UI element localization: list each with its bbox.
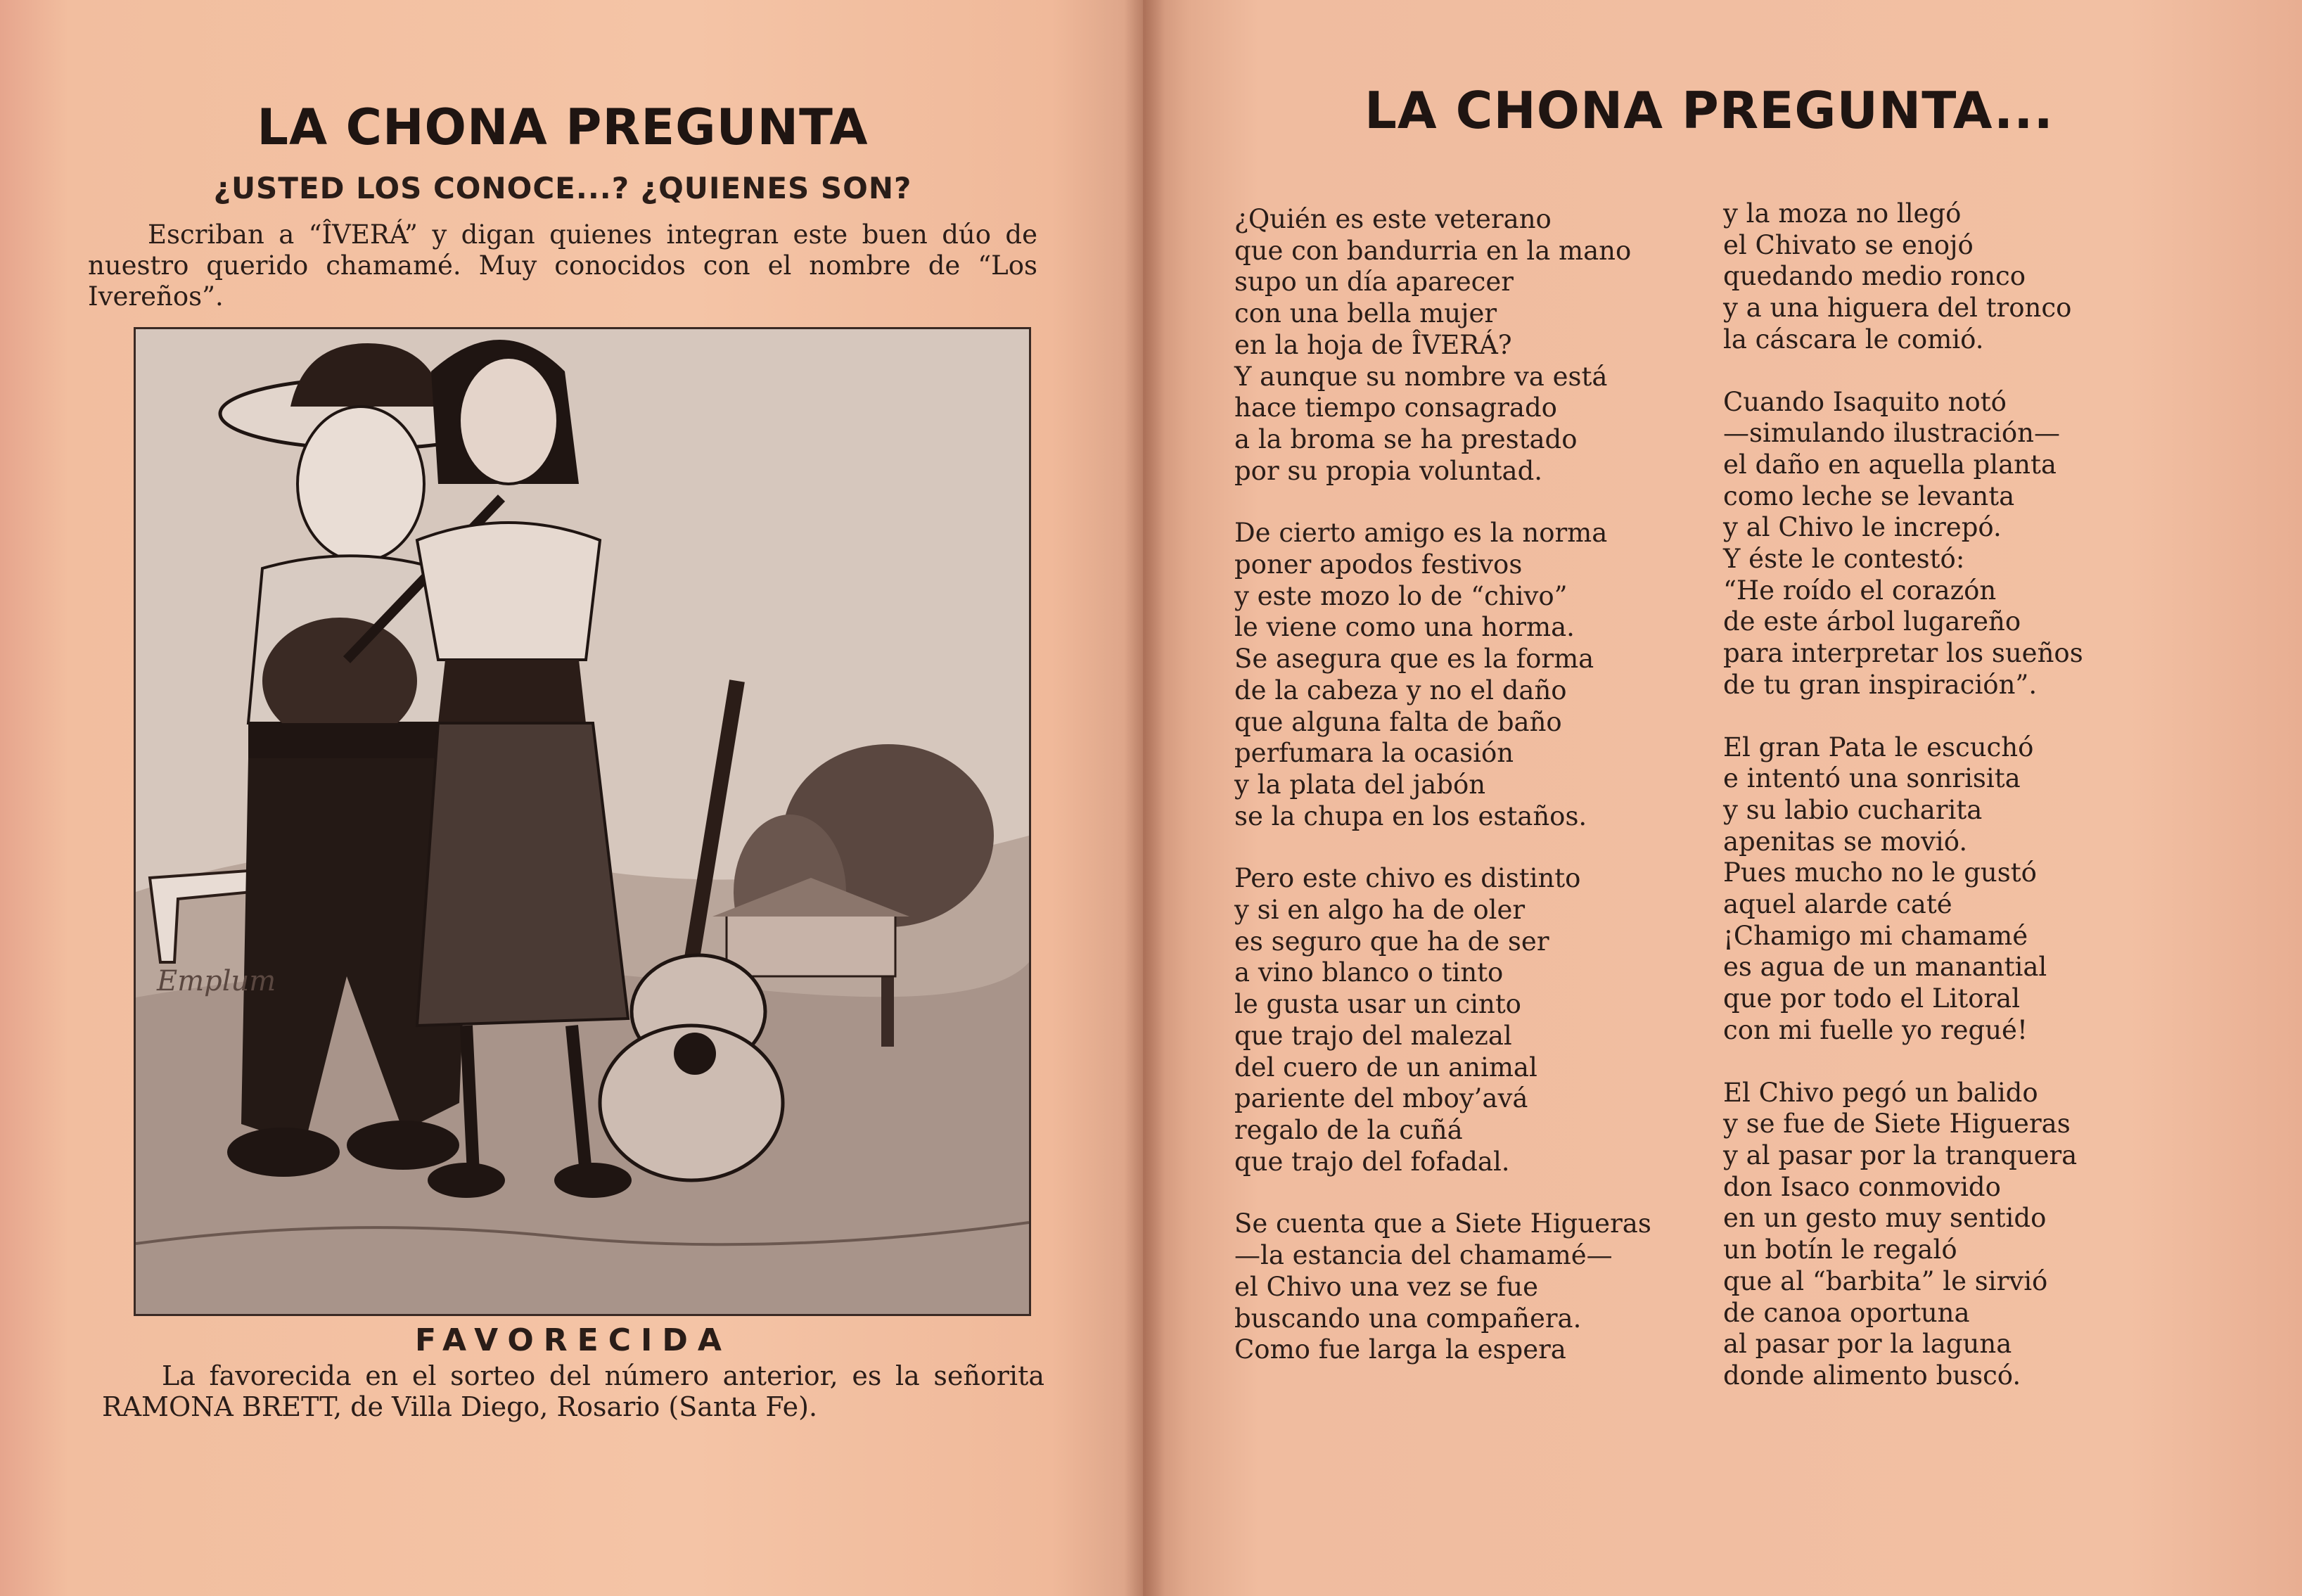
- poem-column-2: [1723, 198, 2083, 1392]
- favorecida-heading: FAVORECIDA: [415, 1322, 731, 1358]
- poem-line: Pero este chivo es distinto: [1234, 863, 1581, 894]
- poem-line: de la cabeza y no el daño: [1234, 675, 1567, 706]
- poem-line: y la moza no llegó: [1723, 198, 1962, 229]
- poem-line: supo un día aparecer: [1234, 267, 1514, 298]
- poem-line: al pasar por la laguna: [1723, 1329, 2012, 1360]
- poem-line: y se fue de Siete Higueras: [1723, 1109, 2071, 1139]
- poem-line: de canoa oportuna: [1723, 1297, 1970, 1328]
- poem-line: donde alimento buscó.: [1723, 1360, 2021, 1391]
- poem-line: se la chupa en los estaños.: [1234, 800, 1587, 831]
- poem-line: —la estancia del chamamé—: [1234, 1240, 1613, 1271]
- poem-line: que con bandurria en la mano: [1234, 235, 1632, 266]
- poem-line: a vino blanco o tinto: [1234, 957, 1504, 988]
- poem-line: con mi fuelle yo regué!: [1723, 1014, 2028, 1045]
- duo-illustration: [134, 327, 1031, 1316]
- poem-line: Cuando Isaquito notó: [1723, 386, 2007, 417]
- poem-line: buscando una compañera.: [1234, 1303, 1582, 1334]
- poem-line: que trajo del malezal: [1234, 1020, 1512, 1051]
- poem-line: le gusta usar un cinto: [1234, 989, 1521, 1020]
- poem-line: quedando medio ronco: [1723, 261, 2026, 292]
- intro-paragraph: Escriban a “ÎVERÁ” y digan quienes integran este buen dúo de nuestro querido chamamé. Muy conocidos con el nombre de “Los Ivereños”.: [88, 219, 1037, 312]
- poem-line: ¡Chamigo mi chamamé: [1723, 920, 2028, 951]
- poem-line: ¿Quién es este veterano: [1234, 204, 1552, 234]
- poem-line: El Chivo pegó un balido: [1723, 1077, 2038, 1108]
- poem-line: el Chivo una vez se fue: [1234, 1271, 1539, 1302]
- right-page-title: LA CHONA PREGUNTA...: [1364, 81, 2054, 140]
- poem-line: don Isaco conmovido: [1723, 1171, 2001, 1202]
- poem-line: Y éste le contestó:: [1723, 544, 1965, 575]
- poem-line: para interpretar los sueños: [1723, 638, 2083, 669]
- stanza-break: [1723, 1047, 2083, 1078]
- stanza-break: [1234, 832, 1651, 863]
- poem-line: aquel alarde caté: [1723, 889, 1952, 920]
- poem-line: “He roído el corazón: [1723, 575, 1997, 606]
- poem-line: es agua de un manantial: [1723, 952, 2047, 983]
- poem-line: como leche se levanta: [1723, 480, 2015, 511]
- poem-line: Se cuenta que a Siete Higueras: [1234, 1208, 1651, 1239]
- poem-line: De cierto amigo es la norma: [1234, 518, 1608, 549]
- left-page-title: LA CHONA PREGUNTA: [257, 98, 869, 156]
- poem-line: de este árbol lugareño: [1723, 606, 2021, 637]
- poem-line: y al pasar por la tranquera: [1723, 1139, 2078, 1170]
- poem-line: le viene como una horma.: [1234, 612, 1575, 643]
- poem-line: en un gesto muy sentido: [1723, 1203, 2047, 1234]
- poem-line: hace tiempo consagrado: [1234, 392, 1557, 423]
- poem-line: Como fue larga la espera: [1234, 1334, 1566, 1365]
- stanza-break: [1234, 1177, 1651, 1208]
- poem-line: el daño en aquella planta: [1723, 449, 2057, 480]
- poem-line: el Chivato se enojó: [1723, 229, 1974, 260]
- favorecida-paragraph: La favorecida en el sorteo del número anterior, es la señorita RAMONA BRETT, de Villa Diego, Rosario (Santa Fe).: [102, 1360, 1044, 1422]
- poem-line: que al “barbita” le sirvió: [1723, 1265, 2048, 1296]
- poem-line: en la hoja de ÎVERÁ?: [1234, 329, 1512, 360]
- poem-line: Se asegura que es la forma: [1234, 644, 1594, 675]
- poem-line: El gran Pata le escuchó: [1723, 732, 2034, 762]
- stanza-break: [1723, 701, 2083, 732]
- poem-line: perfumara la ocasión: [1234, 738, 1514, 769]
- poem-line: la cáscara le comió.: [1723, 324, 1984, 355]
- stanza-break: [1723, 356, 2083, 387]
- poem-line: y a una higuera del tronco: [1723, 293, 2072, 324]
- poem-line: por su propia voluntad.: [1234, 455, 1543, 486]
- poem-line: del cuero de un animal: [1234, 1052, 1537, 1083]
- poem-line: de tu gran inspiración”.: [1723, 669, 2038, 700]
- poem-line: apenitas se movió.: [1723, 826, 1968, 857]
- poem-line: con una bella mujer: [1234, 298, 1497, 329]
- poem-line: y la plata del jabón: [1234, 769, 1486, 800]
- poem-line: y al Chivo le increpó.: [1723, 512, 2002, 543]
- poem-line: poner apodos festivos: [1234, 549, 1523, 580]
- poem-line: que por todo el Litoral: [1723, 983, 2021, 1014]
- poem-line: a la broma se ha prestado: [1234, 423, 1578, 454]
- poem-line: es seguro que ha de ser: [1234, 926, 1549, 957]
- stanza-break: [1234, 487, 1651, 518]
- poem-line: un botín le regaló: [1723, 1234, 1957, 1265]
- illustration-signature: Emplum: [157, 965, 276, 997]
- poem-line: —simulando ilustración—: [1723, 418, 2060, 449]
- poem-line: y si en algo ha de oler: [1234, 895, 1526, 926]
- poem-line: y este mozo lo de “chivo”: [1234, 580, 1568, 611]
- poem-line: que alguna falta de baño: [1234, 706, 1562, 737]
- poem-line: Y aunque su nombre va está: [1234, 361, 1608, 392]
- poem-line: Pues mucho no le gustó: [1723, 857, 2037, 888]
- poem-line: que trajo del fofadal.: [1234, 1146, 1510, 1177]
- poem-line: y su labio cucharita: [1723, 794, 1983, 825]
- poem-line: pariente del mboy’avá: [1234, 1083, 1528, 1114]
- poem-line: regalo de la cuñá: [1234, 1114, 1463, 1145]
- poem-column-1: [1234, 204, 1651, 1366]
- left-page-subtitle: ¿USTED LOS CONOCE...? ¿QUIENES SON?: [213, 171, 912, 205]
- poem-line: e intentó una sonrisita: [1723, 763, 2021, 794]
